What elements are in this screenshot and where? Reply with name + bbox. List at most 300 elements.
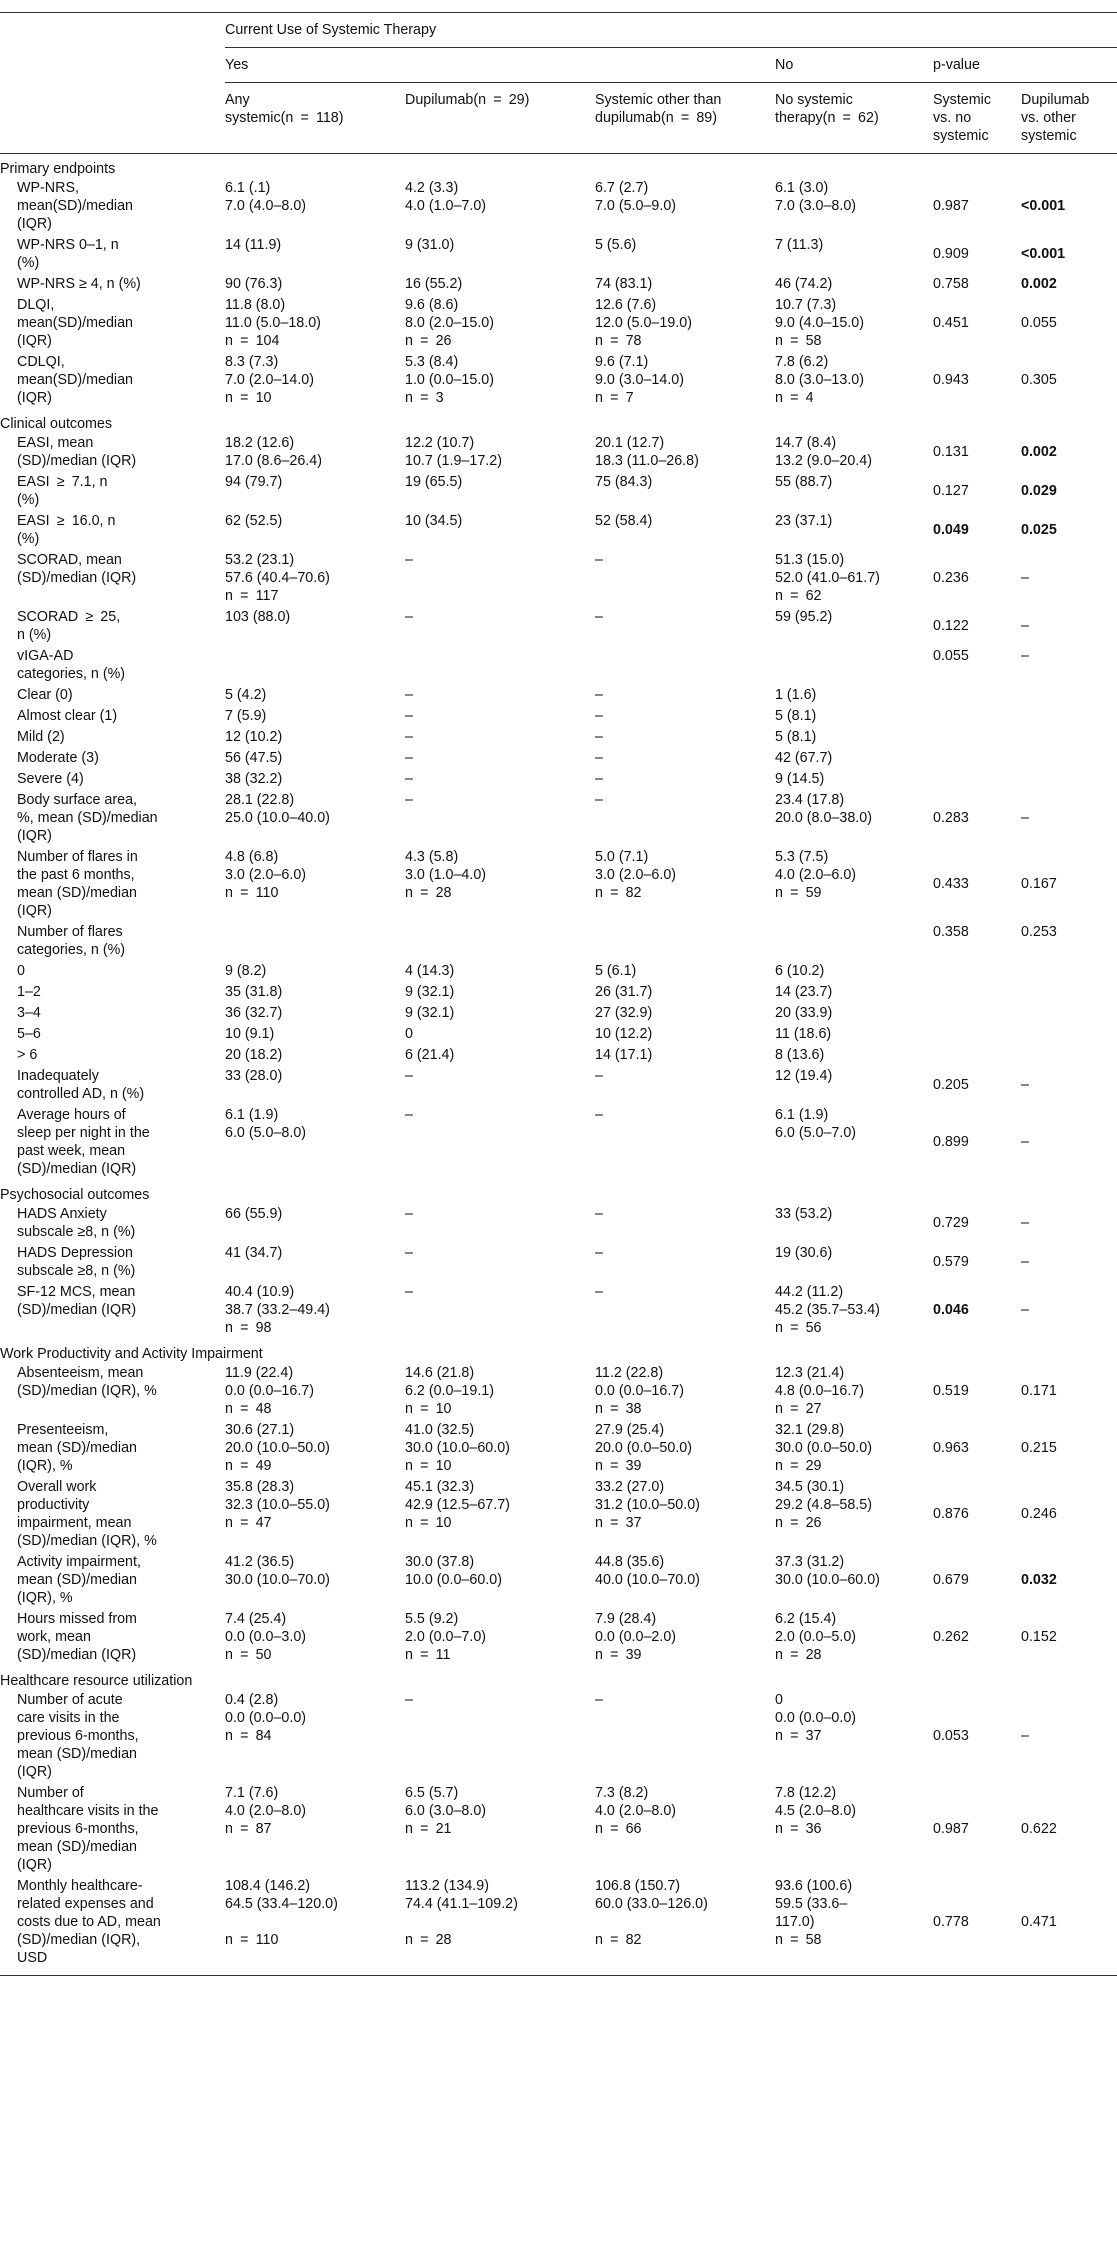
cell-p-systemic-vs-none: 0.236 xyxy=(933,570,969,586)
cell-any-systemic: 4.8 (6.8) 3.0 (2.0–6.0) n = 110 xyxy=(225,849,307,901)
cell-systemic-other: 12.6 (7.6) 12.0 (5.0–19.0) n = 78 xyxy=(595,297,692,349)
cell-systemic-other: 106.8 (150.7) 60.0 (33.0–126.0) n = 82 xyxy=(595,1876,775,1976)
cell-any-systemic: 35.8 (28.3) 32.3 (10.0–55.0) n = 47 xyxy=(225,1479,330,1531)
table-row xyxy=(0,1204,1117,1243)
cell-any-systemic: 108.4 (146.2) 64.5 (33.4–120.0) n = 110 xyxy=(225,1876,405,1976)
table-row xyxy=(0,1609,1117,1666)
cell-systemic-other: 10 (12.2) xyxy=(595,1026,653,1042)
row-label: 1–2 xyxy=(17,984,41,1000)
cell-dupilumab: – xyxy=(405,687,413,703)
table-row xyxy=(0,1282,1117,1339)
cell-any-systemic xyxy=(225,922,405,961)
cell-systemic-other: – xyxy=(595,771,603,787)
significant-value: <0.001 xyxy=(1021,246,1066,262)
table-row xyxy=(0,961,1117,982)
cell-no-systemic: 7.8 (6.2) 8.0 (3.0–13.0) n = 4 xyxy=(775,354,865,406)
cell-dupilumab: 4.3 (5.8) 3.0 (1.0–4.0) n = 28 xyxy=(405,849,487,901)
cell-any-systemic: 56 (47.5) xyxy=(225,750,283,766)
cell-systemic-other: 5.0 (7.1) 3.0 (2.0–6.0) n = 82 xyxy=(595,849,677,901)
cell-systemic-other: – xyxy=(595,708,603,724)
cell-p-systemic-vs-none: 0.055 xyxy=(933,648,969,664)
cell-p-systemic-vs-none xyxy=(933,961,1021,982)
cell-no-systemic: 42 (67.7) xyxy=(775,750,833,766)
cell-p-systemic-vs-none xyxy=(933,727,1021,748)
row-label: SCORAD, mean (SD)/median (IQR) xyxy=(17,552,137,586)
cell-systemic-other: 52 (58.4) xyxy=(595,513,653,529)
cell-p-systemic-vs-none: 0.679 xyxy=(933,1572,969,1588)
row-label: CDLQI, mean(SD)/median (IQR) xyxy=(17,354,134,406)
cell-p-systemic-vs-none xyxy=(933,769,1021,790)
cell-any-systemic: 7 (5.9) xyxy=(225,708,267,724)
table-row xyxy=(0,1243,1117,1282)
cell-p-dupi-vs-other: 0.055 xyxy=(1021,315,1057,331)
significant-value: 0.046 xyxy=(933,1302,969,1318)
cell-p-systemic-vs-none: 0.987 xyxy=(933,198,969,214)
cell-p-dupi-vs-other: 0.471 xyxy=(1021,1876,1117,1976)
cell-systemic-other: 7.9 (28.4) 0.0 (0.0–2.0) n = 39 xyxy=(595,1611,677,1663)
cell-p-dupi-vs-other xyxy=(1021,769,1117,790)
section-row xyxy=(0,154,1117,179)
results-table xyxy=(0,12,1117,1976)
cell-systemic-other: – xyxy=(595,1107,603,1123)
cell-p-systemic-vs-none: 0.262 xyxy=(933,1629,969,1645)
table-row xyxy=(0,1024,1117,1045)
row-label: Absenteeism, mean (SD)/median (IQR), % xyxy=(17,1365,157,1399)
row-label: EASI, mean (SD)/median (IQR) xyxy=(17,435,137,469)
cell-p-systemic-vs-none: 0.943 xyxy=(933,372,969,388)
table-row xyxy=(0,550,1117,607)
cell-p-systemic-vs-none xyxy=(933,1024,1021,1045)
table-row xyxy=(0,790,1117,847)
cell-no-systemic: 9 (14.5) xyxy=(775,771,825,787)
cell-p-dupi-vs-other: 0.246 xyxy=(1021,1506,1057,1522)
cell-p-dupi-vs-other: – xyxy=(1021,1254,1029,1270)
cell-systemic-other: 75 (84.3) xyxy=(595,474,653,490)
table-row xyxy=(0,235,1117,274)
cell-systemic-other xyxy=(595,646,775,685)
cell-dupilumab xyxy=(405,922,595,961)
cell-p-systemic-vs-none: 0.519 xyxy=(933,1383,969,1399)
cell-any-systemic: 9 (8.2) xyxy=(225,963,267,979)
cell-p-dupi-vs-other xyxy=(1021,961,1117,982)
cell-systemic-other: 20.1 (12.7) 18.3 (11.0–26.8) xyxy=(595,435,699,469)
section-row xyxy=(0,409,1117,433)
cell-any-systemic: 90 (76.3) xyxy=(225,276,283,292)
row-label: Mild (2) xyxy=(17,729,65,745)
table-row xyxy=(0,511,1117,550)
table-row xyxy=(0,1690,1117,1783)
cell-p-systemic-vs-none xyxy=(933,685,1021,706)
cell-p-systemic-vs-none: 0.127 xyxy=(933,483,969,499)
cell-p-dupi-vs-other xyxy=(1021,1024,1117,1045)
cell-any-systemic: 30.6 (27.1) 20.0 (10.0–50.0) n = 49 xyxy=(225,1422,330,1474)
cell-p-dupi-vs-other: – xyxy=(1021,1134,1029,1150)
cell-dupilumab xyxy=(405,646,595,685)
row-label: Activity impairment, mean (SD)/median (IQR), % xyxy=(17,1554,141,1606)
cell-p-dupi-vs-other: 0.152 xyxy=(1021,1629,1057,1645)
cell-p-systemic-vs-none xyxy=(933,1003,1021,1024)
header-group-title: Current Use of Systemic Therapy xyxy=(225,13,1117,48)
cell-dupilumab: 4.2 (3.3) 4.0 (1.0–7.0) xyxy=(405,180,487,214)
row-label: > 6 xyxy=(17,1047,38,1063)
cell-no-systemic: 59 (95.2) xyxy=(775,609,833,625)
cell-dupilumab: 9 (32.1) xyxy=(405,984,455,1000)
cell-no-systemic: 8 (13.6) xyxy=(775,1047,825,1063)
table-row xyxy=(0,769,1117,790)
cell-dupilumab: – xyxy=(405,1206,413,1222)
cell-no-systemic: 44.2 (11.2) 45.2 (35.7–53.4) n = 56 xyxy=(775,1284,880,1336)
cell-no-systemic: 93.6 (100.6) 59.5 (33.6– 117.0) n = 58 xyxy=(775,1876,933,1976)
cell-any-systemic: 103 (88.0) xyxy=(225,609,291,625)
cell-p-dupi-vs-other: – xyxy=(1021,648,1029,664)
header-blank xyxy=(0,13,225,48)
section-label: Healthcare resource utilization xyxy=(0,1673,193,1689)
cell-systemic-other: 9.6 (7.1) 9.0 (3.0–14.0) n = 7 xyxy=(595,354,685,406)
cell-systemic-other: 26 (31.7) xyxy=(595,984,653,1000)
row-label: Average hours of sleep per night in the past week, mean (SD)/median (IQR) xyxy=(17,1107,150,1177)
significant-value: 0.032 xyxy=(1021,1572,1057,1588)
header-no-systemic: No systemic therapy(n = 62) xyxy=(775,83,933,154)
cell-no-systemic: 6.1 (3.0) 7.0 (3.0–8.0) xyxy=(775,180,857,214)
cell-no-systemic: 1 (1.6) xyxy=(775,687,817,703)
cell-dupilumab: – xyxy=(405,1068,413,1084)
cell-any-systemic: 40.4 (10.9) 38.7 (33.2–49.4) n = 98 xyxy=(225,1284,330,1336)
table-row xyxy=(0,1045,1117,1066)
cell-systemic-other: 11.2 (22.8) 0.0 (0.0–16.7) n = 38 xyxy=(595,1365,685,1417)
header-blank xyxy=(0,83,225,154)
cell-p-dupi-vs-other: 0.622 xyxy=(1021,1821,1057,1837)
row-label: Inadequately controlled AD, n (%) xyxy=(17,1068,145,1102)
cell-p-systemic-vs-none xyxy=(933,748,1021,769)
cell-no-systemic: 6.2 (15.4) 2.0 (0.0–5.0) n = 28 xyxy=(775,1611,857,1663)
cell-dupilumab: – xyxy=(405,771,413,787)
cell-p-systemic-vs-none: 0.899 xyxy=(933,1134,969,1150)
cell-any-systemic: 38 (32.2) xyxy=(225,771,283,787)
cell-any-systemic: 11.9 (22.4) 0.0 (0.0–16.7) n = 48 xyxy=(225,1365,315,1417)
cell-no-systemic: 19 (30.6) xyxy=(775,1245,833,1261)
cell-p-systemic-vs-none: 0.987 xyxy=(933,1821,969,1837)
cell-dupilumab: – xyxy=(405,792,413,808)
section-row xyxy=(0,1666,1117,1690)
significant-value: 0.025 xyxy=(1021,522,1057,538)
cell-no-systemic: 7 (11.3) xyxy=(775,237,824,253)
cell-p-dupi-vs-other xyxy=(1021,706,1117,727)
cell-no-systemic xyxy=(775,646,933,685)
cell-no-systemic: 23 (37.1) xyxy=(775,513,833,529)
cell-no-systemic: 32.1 (29.8) 30.0 (0.0–50.0) n = 29 xyxy=(775,1422,872,1474)
cell-any-systemic xyxy=(225,646,405,685)
cell-p-dupi-vs-other xyxy=(1021,511,1117,550)
cell-p-dupi-vs-other xyxy=(1021,1045,1117,1066)
cell-p-dupi-vs-other xyxy=(1021,235,1117,274)
cell-p-systemic-vs-none xyxy=(933,511,1021,550)
cell-p-systemic-vs-none: 0.205 xyxy=(933,1077,969,1093)
cell-no-systemic: 12 (19.4) xyxy=(775,1068,833,1084)
cell-systemic-other: – xyxy=(595,609,603,625)
cell-no-systemic: 34.5 (30.1) 29.2 (4.8–58.5) n = 26 xyxy=(775,1479,872,1531)
cell-p-systemic-vs-none: 0.433 xyxy=(933,876,969,892)
row-label: Clear (0) xyxy=(17,687,73,703)
cell-p-systemic-vs-none xyxy=(933,1282,1021,1339)
row-label: Number of healthcare visits in the previous 6-months, mean (SD)/median (IQR) xyxy=(17,1785,159,1873)
cell-systemic-other: 5 (5.6) xyxy=(595,237,637,253)
cell-no-systemic: 5.3 (7.5) 4.0 (2.0–6.0) n = 59 xyxy=(775,849,857,901)
cell-systemic-other: – xyxy=(595,792,603,808)
cell-any-systemic: 7.4 (25.4) 0.0 (0.0–3.0) n = 50 xyxy=(225,1611,307,1663)
row-label: Hours missed from work, mean (SD)/median (IQR) xyxy=(17,1611,137,1663)
significant-value: 0.002 xyxy=(1021,444,1057,460)
table-row xyxy=(0,472,1117,511)
cell-p-dupi-vs-other xyxy=(1021,1552,1117,1609)
cell-any-systemic: 0.4 (2.8) 0.0 (0.0–0.0) n = 84 xyxy=(225,1692,307,1744)
table-row xyxy=(0,1783,1117,1876)
header-yes: Yes xyxy=(225,48,775,83)
cell-no-systemic: 51.3 (15.0) 52.0 (41.0–61.7) n = 62 xyxy=(775,552,880,604)
table-row xyxy=(0,352,1117,409)
cell-systemic-other: 14 (17.1) xyxy=(595,1047,653,1063)
cell-dupilumab: – xyxy=(405,1692,413,1708)
cell-no-systemic: 10.7 (7.3) 9.0 (4.0–15.0) n = 58 xyxy=(775,297,865,349)
cell-systemic-other: – xyxy=(595,1206,603,1222)
cell-any-systemic: 11.8 (8.0) 11.0 (5.0–18.0) n = 104 xyxy=(225,297,321,349)
cell-any-systemic: 6.1 (.1) 7.0 (4.0–8.0) xyxy=(225,180,307,214)
cell-no-systemic: 6 (10.2) xyxy=(775,963,825,979)
cell-p-dupi-vs-other xyxy=(1021,982,1117,1003)
row-label: Moderate (3) xyxy=(17,750,99,766)
cell-no-systemic: 14.7 (8.4) 13.2 (9.0–20.4) xyxy=(775,435,872,469)
cell-systemic-other: 7.3 (8.2) 4.0 (2.0–8.0) n = 66 xyxy=(595,1785,677,1837)
cell-dupilumab: – xyxy=(405,750,413,766)
cell-dupilumab: 6 (21.4) xyxy=(405,1047,455,1063)
header-any-systemic: Any systemic(n = 118) xyxy=(225,83,405,154)
cell-p-systemic-vs-none: 0.053 xyxy=(933,1728,969,1744)
cell-any-systemic: 41.2 (36.5) 30.0 (10.0–70.0) xyxy=(225,1554,330,1588)
table-row xyxy=(0,178,1117,235)
section-row xyxy=(0,1339,1117,1363)
cell-any-systemic: 5 (4.2) xyxy=(225,687,267,703)
cell-dupilumab: 9.6 (8.6) 8.0 (2.0–15.0) n = 26 xyxy=(405,297,495,349)
cell-systemic-other: – xyxy=(595,1068,603,1084)
cell-any-systemic: 53.2 (23.1) 57.6 (40.4–70.6) n = 117 xyxy=(225,552,330,604)
section-label: Work Productivity and Activity Impairment xyxy=(0,1346,263,1362)
cell-p-systemic-vs-none: 0.579 xyxy=(933,1254,969,1270)
row-label: Number of acute care visits in the previous 6-months, mean (SD)/median (IQR) xyxy=(17,1692,139,1780)
table-row xyxy=(0,1105,1117,1180)
cell-dupilumab: 41.0 (32.5) 30.0 (10.0–60.0) n = 10 xyxy=(405,1422,510,1474)
cell-systemic-other: 27.9 (25.4) 20.0 (0.0–50.0) n = 39 xyxy=(595,1422,692,1474)
section-row xyxy=(0,1180,1117,1204)
cell-p-dupi-vs-other xyxy=(1021,178,1117,235)
cell-systemic-other: – xyxy=(595,1692,603,1708)
cell-dupilumab: 113.2 (134.9) 74.4 (41.1–109.2) n = 28 xyxy=(405,1876,595,1976)
cell-no-systemic: 7.8 (12.2) 4.5 (2.0–8.0) n = 36 xyxy=(775,1785,857,1837)
row-label: 3–4 xyxy=(17,1005,41,1021)
row-label: 5–6 xyxy=(17,1026,41,1042)
cell-no-systemic: 5 (8.1) xyxy=(775,708,817,724)
cell-dupilumab: – xyxy=(405,708,413,724)
section-label: Psychosocial outcomes xyxy=(0,1187,150,1203)
row-label: HADS Anxiety subscale ≥8, n (%) xyxy=(17,1206,136,1240)
table-row xyxy=(0,1552,1117,1609)
header-p-dupi-vs-other: Dupilumab vs. other systemic xyxy=(1021,83,1117,154)
table-row xyxy=(0,1363,1117,1420)
row-label: EASI ≥ 7.1, n (%) xyxy=(17,474,108,508)
row-label: Almost clear (1) xyxy=(17,708,118,724)
cell-systemic-other xyxy=(595,922,775,961)
cell-dupilumab: 9 (32.1) xyxy=(405,1005,455,1021)
cell-p-systemic-vs-none: 0.778 xyxy=(933,1876,1021,1976)
cell-p-dupi-vs-other: – xyxy=(1021,1077,1029,1093)
row-label: vIGA-AD categories, n (%) xyxy=(17,648,126,682)
cell-dupilumab: – xyxy=(405,1284,413,1300)
row-label: WP-NRS, mean(SD)/median (IQR) xyxy=(17,180,134,232)
cell-p-dupi-vs-other xyxy=(1021,727,1117,748)
table-body xyxy=(0,154,1117,1976)
row-label: SCORAD ≥ 25, n (%) xyxy=(17,609,121,643)
significant-value: 0.049 xyxy=(933,522,969,538)
cell-p-dupi-vs-other: – xyxy=(1021,810,1029,826)
header-blank xyxy=(0,48,225,83)
table-row xyxy=(0,727,1117,748)
cell-p-dupi-vs-other: 0.171 xyxy=(1021,1383,1057,1399)
table-row xyxy=(0,1420,1117,1477)
row-label: Number of flares categories, n (%) xyxy=(17,924,126,958)
cell-systemic-other: – xyxy=(595,1245,603,1261)
cell-systemic-other: – xyxy=(595,1284,603,1300)
table-row xyxy=(0,748,1117,769)
cell-p-dupi-vs-other xyxy=(1021,433,1117,472)
cell-systemic-other: 27 (32.9) xyxy=(595,1005,653,1021)
cell-any-systemic: 33 (28.0) xyxy=(225,1068,283,1084)
cell-no-systemic: 11 (18.6) xyxy=(775,1026,832,1042)
cell-dupilumab: 0 xyxy=(405,1026,413,1042)
header-dupilumab: Dupilumab(n = 29) xyxy=(405,83,595,154)
cell-dupilumab: 12.2 (10.7) 10.7 (1.9–17.2) xyxy=(405,435,502,469)
section-label: Clinical outcomes xyxy=(0,416,113,432)
cell-dupilumab: 19 (65.5) xyxy=(405,474,463,490)
cell-dupilumab: 30.0 (37.8) 10.0 (0.0–60.0) xyxy=(405,1554,502,1588)
cell-no-systemic: 33 (53.2) xyxy=(775,1206,833,1222)
cell-p-dupi-vs-other: 0.215 xyxy=(1021,1440,1057,1456)
cell-no-systemic: 0 0.0 (0.0–0.0) n = 37 xyxy=(775,1692,857,1744)
cell-no-systemic: 12.3 (21.4) 4.8 (0.0–16.7) n = 27 xyxy=(775,1365,865,1417)
cell-systemic-other: – xyxy=(595,750,603,766)
section-label: Primary endpoints xyxy=(0,161,116,177)
cell-p-dupi-vs-other xyxy=(1021,274,1117,295)
cell-p-systemic-vs-none xyxy=(933,706,1021,727)
row-label: Body surface area, %, mean (SD)/median (IQR) xyxy=(17,792,158,844)
cell-p-dupi-vs-other xyxy=(1021,748,1117,769)
cell-p-dupi-vs-other: – xyxy=(1021,1215,1029,1231)
table-row xyxy=(0,607,1117,646)
cell-no-systemic: 20 (33.9) xyxy=(775,1005,833,1021)
cell-any-systemic: 41 (34.7) xyxy=(225,1245,283,1261)
row-label: DLQI, mean(SD)/median (IQR) xyxy=(17,297,134,349)
cell-p-dupi-vs-other xyxy=(1021,472,1117,511)
cell-p-dupi-vs-other xyxy=(1021,685,1117,706)
cell-dupilumab: 5.5 (9.2) 2.0 (0.0–7.0) n = 11 xyxy=(405,1611,487,1663)
cell-dupilumab: – xyxy=(405,1245,413,1261)
cell-dupilumab: – xyxy=(405,609,413,625)
header-p-systemic-vs-none: Systemic vs. no systemic xyxy=(933,83,1021,154)
cell-no-systemic: 6.1 (1.9) 6.0 (5.0–7.0) xyxy=(775,1107,857,1141)
table-row xyxy=(0,706,1117,727)
cell-p-dupi-vs-other: – xyxy=(1021,1728,1029,1744)
row-label: SF-12 MCS, mean (SD)/median (IQR) xyxy=(17,1284,137,1318)
cell-dupilumab: 45.1 (32.3) 42.9 (12.5–67.7) n = 10 xyxy=(405,1479,510,1531)
cell-p-dupi-vs-other: – xyxy=(1021,1302,1029,1318)
cell-p-dupi-vs-other: 0.253 xyxy=(1021,924,1057,940)
row-label: Overall work productivity impairment, mean (SD)/median (IQR), % xyxy=(17,1479,157,1549)
cell-no-systemic: 5 (8.1) xyxy=(775,729,817,745)
cell-p-dupi-vs-other: 0.305 xyxy=(1021,372,1057,388)
cell-systemic-other: 33.2 (27.0) 31.2 (10.0–50.0) n = 37 xyxy=(595,1479,700,1531)
cell-p-systemic-vs-none: 0.729 xyxy=(933,1215,969,1231)
cell-p-systemic-vs-none: 0.758 xyxy=(933,276,969,292)
cell-any-systemic: 28.1 (22.8) 25.0 (10.0–40.0) xyxy=(225,792,330,826)
cell-p-systemic-vs-none: 0.451 xyxy=(933,315,969,331)
table-row xyxy=(0,685,1117,706)
cell-any-systemic: 12 (10.2) xyxy=(225,729,283,745)
row-label: Monthly healthcare- related expenses and costs due to AD, mean (SD)/median (IQR), USD xyxy=(0,1876,225,1976)
cell-any-systemic: 18.2 (12.6) 17.0 (8.6–26.4) xyxy=(225,435,322,469)
row-label: Number of flares in the past 6 months, mean (SD)/median (IQR) xyxy=(17,849,138,919)
cell-systemic-other: 74 (83.1) xyxy=(595,276,653,292)
row-label: 0 xyxy=(17,963,25,979)
cell-p-dupi-vs-other xyxy=(1021,1003,1117,1024)
table-row xyxy=(0,646,1117,685)
row-label: WP-NRS 0–1, n (%) xyxy=(17,237,119,271)
row-label: Presenteeism, mean (SD)/median (IQR), % xyxy=(17,1422,137,1474)
cell-any-systemic: 14 (11.9) xyxy=(225,237,282,253)
cell-any-systemic: 7.1 (7.6) 4.0 (2.0–8.0) n = 87 xyxy=(225,1785,307,1837)
cell-p-dupi-vs-other: 0.167 xyxy=(1021,876,1057,892)
cell-systemic-other: 44.8 (35.6) 40.0 (10.0–70.0) xyxy=(595,1554,700,1588)
cell-no-systemic: 14 (23.7) xyxy=(775,984,833,1000)
cell-any-systemic: 8.3 (7.3) 7.0 (2.0–14.0) n = 10 xyxy=(225,354,315,406)
cell-dupilumab: 5.3 (8.4) 1.0 (0.0–15.0) n = 3 xyxy=(405,354,495,406)
cell-any-systemic: 35 (31.8) xyxy=(225,984,283,1000)
cell-p-systemic-vs-none xyxy=(933,982,1021,1003)
significant-value: <0.001 xyxy=(1021,198,1066,214)
cell-systemic-other: – xyxy=(595,687,603,703)
table-row xyxy=(0,1003,1117,1024)
cell-any-systemic: 66 (55.9) xyxy=(225,1206,283,1222)
cell-p-systemic-vs-none: 0.909 xyxy=(933,246,969,262)
cell-no-systemic: 37.3 (31.2) 30.0 (10.0–60.0) xyxy=(775,1554,880,1588)
cell-dupilumab: 9 (31.0) xyxy=(405,237,455,253)
significant-value: 0.002 xyxy=(1021,276,1057,292)
row-label: Severe (4) xyxy=(17,771,84,787)
cell-dupilumab: 6.5 (5.7) 6.0 (3.0–8.0) n = 21 xyxy=(405,1785,487,1837)
cell-dupilumab: 10 (34.5) xyxy=(405,513,463,529)
header-no: No xyxy=(775,48,933,83)
cell-dupilumab: 16 (55.2) xyxy=(405,276,463,292)
table-row xyxy=(0,433,1117,472)
cell-any-systemic: 94 (79.7) xyxy=(225,474,283,490)
cell-dupilumab: – xyxy=(405,729,413,745)
cell-any-systemic: 62 (52.5) xyxy=(225,513,283,529)
header-pvalue: p-value xyxy=(933,48,1117,83)
cell-systemic-other: 5 (6.1) xyxy=(595,963,637,979)
table-row xyxy=(0,982,1117,1003)
cell-p-systemic-vs-none: 0.963 xyxy=(933,1440,969,1456)
cell-dupilumab: 4 (14.3) xyxy=(405,963,455,979)
cell-p-systemic-vs-none xyxy=(933,1045,1021,1066)
table-row xyxy=(0,847,1117,922)
cell-p-dupi-vs-other: – xyxy=(1021,570,1029,586)
cell-no-systemic: 55 (88.7) xyxy=(775,474,833,490)
